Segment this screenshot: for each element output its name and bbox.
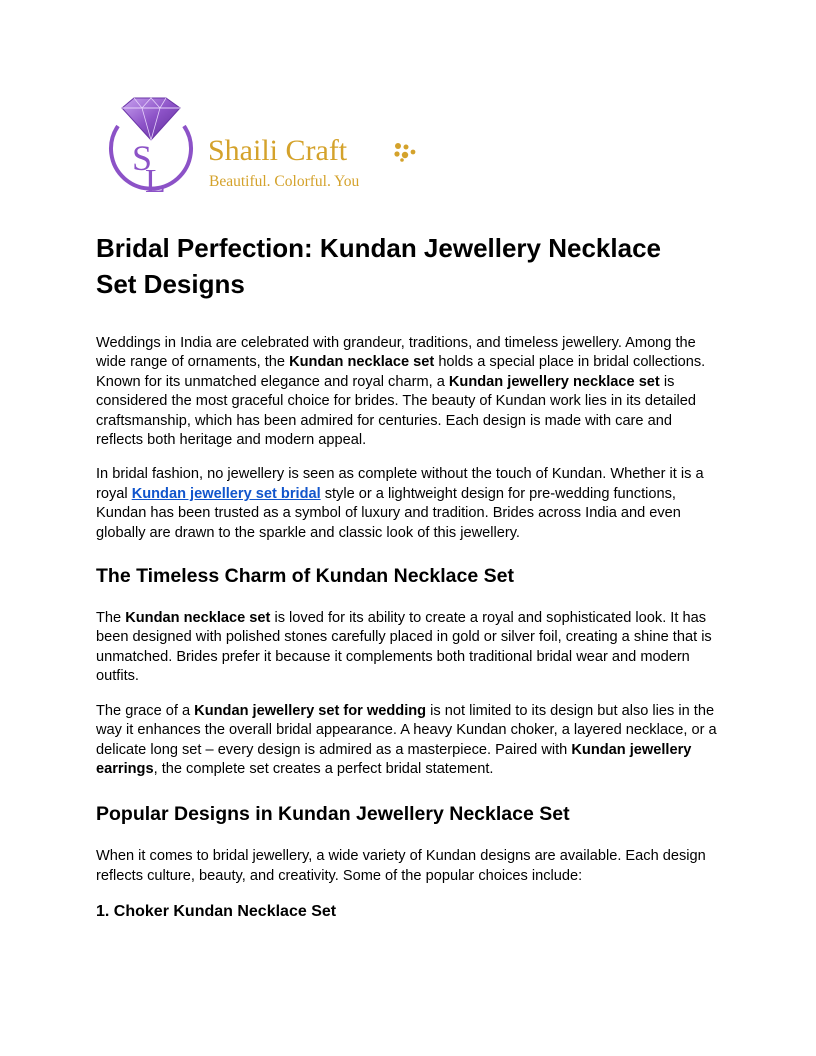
brand-tagline: Beautiful. Colorful. You <box>209 173 360 190</box>
page-title: Bridal Perfection: Kundan Jewellery Necklace Set Designs <box>96 233 661 299</box>
svg-text:L: L <box>145 163 166 196</box>
section-heading-timeless-charm: The Timeless Charm of Kundan Necklace Set <box>96 565 514 588</box>
intro-paragraph-1: Weddings in India are celebrated with grandeur, traditions, and timeless jewellery. Among the wide range of ornaments, the Kundan necklace set holds a special place in bridal collections. Known for its unmatched elegance and royal charm, a Kundan jewellery necklace set is considered the most graceful choice for brides. The beauty of Kundan work lies in its detailed craftsmanship, which has been admired for centuries. Each design is made with care and reflects both heritage and modern appeal. <box>96 335 706 449</box>
article <box>96 230 720 923</box>
subheading-choker-set: 1. Choker Kundan Necklace Set <box>96 903 337 921</box>
svg-text:S: S <box>132 138 153 178</box>
decorative-dots-icon <box>393 142 417 162</box>
diamond-ring-icon <box>96 96 206 196</box>
brand-logo <box>96 96 426 196</box>
section-heading-popular-designs: Popular Designs in Kundan Jewellery Necklace Set <box>96 803 570 826</box>
intro-paragraph-2: In bridal fashion, no jewellery is seen as complete without the touch of Kundan. Whether it is a royal Kundan jewellery set bridal style or a lightweight design for pre-wedding functions, Kundan has been trusted as a symbol of luxury and tradition. Brides across India and even globally are drawn to the sparkle and classic look of this jewellery. <box>96 466 704 541</box>
section1-paragraph-2: The grace of a Kundan jewellery set for wedding is not limited to its design but also lies in the way it enhances the overall bridal appearance. A heavy Kundan choker, a layered necklace, or a delicate long set – every design is admired as a masterpiece. Paired with Kundan jewellery earrings, the complete set creates a perfect bridal statement. <box>96 702 717 777</box>
section1-paragraph-1: The Kundan necklace set is loved for its ability to create a royal and sophisticated look. It has been designed with polished stones carefully placed in gold or silver foil, creating a shine that is unmatched. Brides prefer it because it complements both traditional bridal wear and modern outfits. <box>96 610 712 685</box>
kundan-bridal-link[interactable]: Kundan jewellery set bridal <box>131 485 321 502</box>
section2-paragraph-1: When it comes to bridal jewellery, a wide variety of Kundan designs are available. Each design reflects culture, beauty, and creativity. Some of the popular choices include: <box>96 848 706 884</box>
brand-name: Shaili Craft <box>208 134 348 167</box>
